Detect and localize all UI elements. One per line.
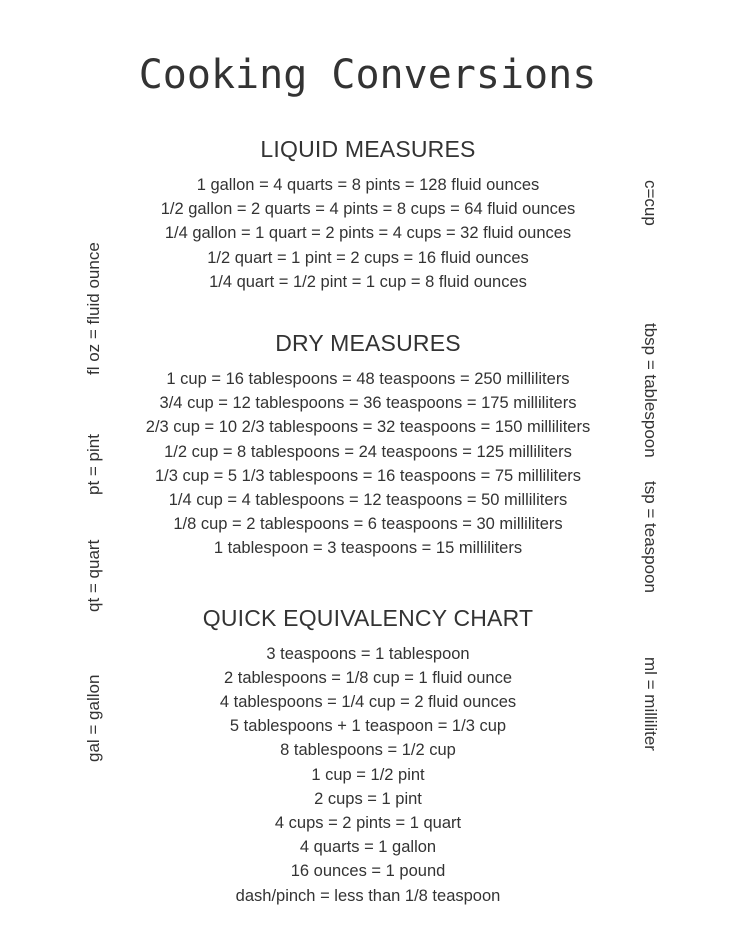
page-title: Cooking Conversions — [138, 52, 597, 98]
conversion-line: 1/4 quart = 1/2 pint = 1 cup = 8 fluid ounces — [209, 272, 527, 291]
section-lines — [118, 642, 618, 908]
conversion-line: 1/2 cup = 8 tablespoons = 24 teaspoons = 125 milliliters — [164, 442, 572, 461]
section-spacer — [118, 294, 618, 330]
section-heading: LIQUID MEASURES — [260, 136, 476, 162]
section-quick-equivalency — [118, 605, 618, 908]
section-lines — [118, 367, 618, 561]
conversion-line: 3 teaspoons = 1 tablespoon — [266, 644, 470, 663]
legend-right-item: c=cup — [641, 180, 660, 226]
conversion-line: 16 ounces = 1 pound — [290, 862, 446, 881]
legend-left-item: pt = pint — [84, 434, 103, 495]
conversion-line: 1 cup = 1/2 pint — [311, 765, 425, 784]
conversion-line: 1 gallon = 4 quarts = 8 pints = 128 fluid ounces — [196, 176, 540, 194]
conversion-line: 4 tablespoons = 1/4 cup = 2 fluid ounces — [219, 693, 517, 712]
legend-left-item: gal = gallon — [84, 674, 103, 762]
legend-left-column — [62, 0, 122, 951]
conversion-line: 2/3 cup = 10 2/3 tablespoons = 32 teaspoons = 150 milliliters — [145, 418, 591, 437]
conversion-line: dash/pinch = less than 1/8 teaspoon — [235, 886, 501, 905]
section-dry-measures — [118, 330, 618, 561]
legend-left-item: qt = quart — [84, 539, 103, 612]
section-lines — [118, 173, 618, 294]
conversion-line: 1/2 quart = 1 pint = 2 cups = 16 fluid ounces — [207, 248, 529, 267]
legend-right-item: ml = milliliter — [641, 657, 660, 751]
section-spacer — [118, 561, 618, 605]
conversion-line: 5 tablespoons + 1 teaspoon = 1/3 cup — [229, 717, 507, 736]
conversion-line: 1/3 cup = 5 1/3 tablespoons = 16 teaspoons = 75 milliliters — [154, 466, 582, 485]
conversion-line: 8 tablespoons = 1/2 cup — [280, 741, 456, 760]
section-heading: DRY MEASURES — [275, 330, 461, 357]
conversion-line: 4 cups = 2 pints = 1 quart — [274, 814, 462, 833]
conversion-line: 1/4 gallon = 1 quart = 2 pints = 4 cups = 32 fluid ounces — [164, 224, 572, 243]
conversions-content — [118, 136, 618, 908]
conversion-line: 3/4 cup = 12 tablespoons = 36 teaspoons = 175 milliliters — [159, 394, 577, 413]
conversion-line: 1/2 gallon = 2 quarts = 4 pints = 8 cups = 64 fluid ounces — [160, 200, 576, 219]
section-liquid-measures — [118, 136, 618, 294]
conversion-line: 1 tablespoon = 3 teaspoons = 15 milliliters — [213, 539, 523, 558]
conversion-line: 1/4 cup = 4 tablespoons = 12 teaspoons = 50 milliliters — [168, 491, 568, 510]
conversion-line: 2 tablespoons = 1/8 cup = 1 fluid ounce — [223, 668, 513, 687]
legend-right-item: tbsp = tablespoon — [641, 323, 660, 458]
legend-right-column — [620, 0, 680, 951]
legend-left-item: fl oz = fluid ounce — [84, 242, 103, 375]
conversion-line: 1 cup = 16 tablespoons = 48 teaspoons = 250 milliliters — [166, 370, 570, 389]
conversion-line: 2 cups = 1 pint — [314, 789, 422, 808]
conversion-line: 1/8 cup = 2 tablespoons = 6 teaspoons = 30 milliliters — [173, 515, 563, 534]
conversion-line: 4 quarts = 1 gallon — [299, 838, 437, 857]
section-heading: QUICK EQUIVALENCY CHART — [202, 604, 534, 631]
legend-right-item: tsp = teaspoon — [641, 481, 660, 594]
